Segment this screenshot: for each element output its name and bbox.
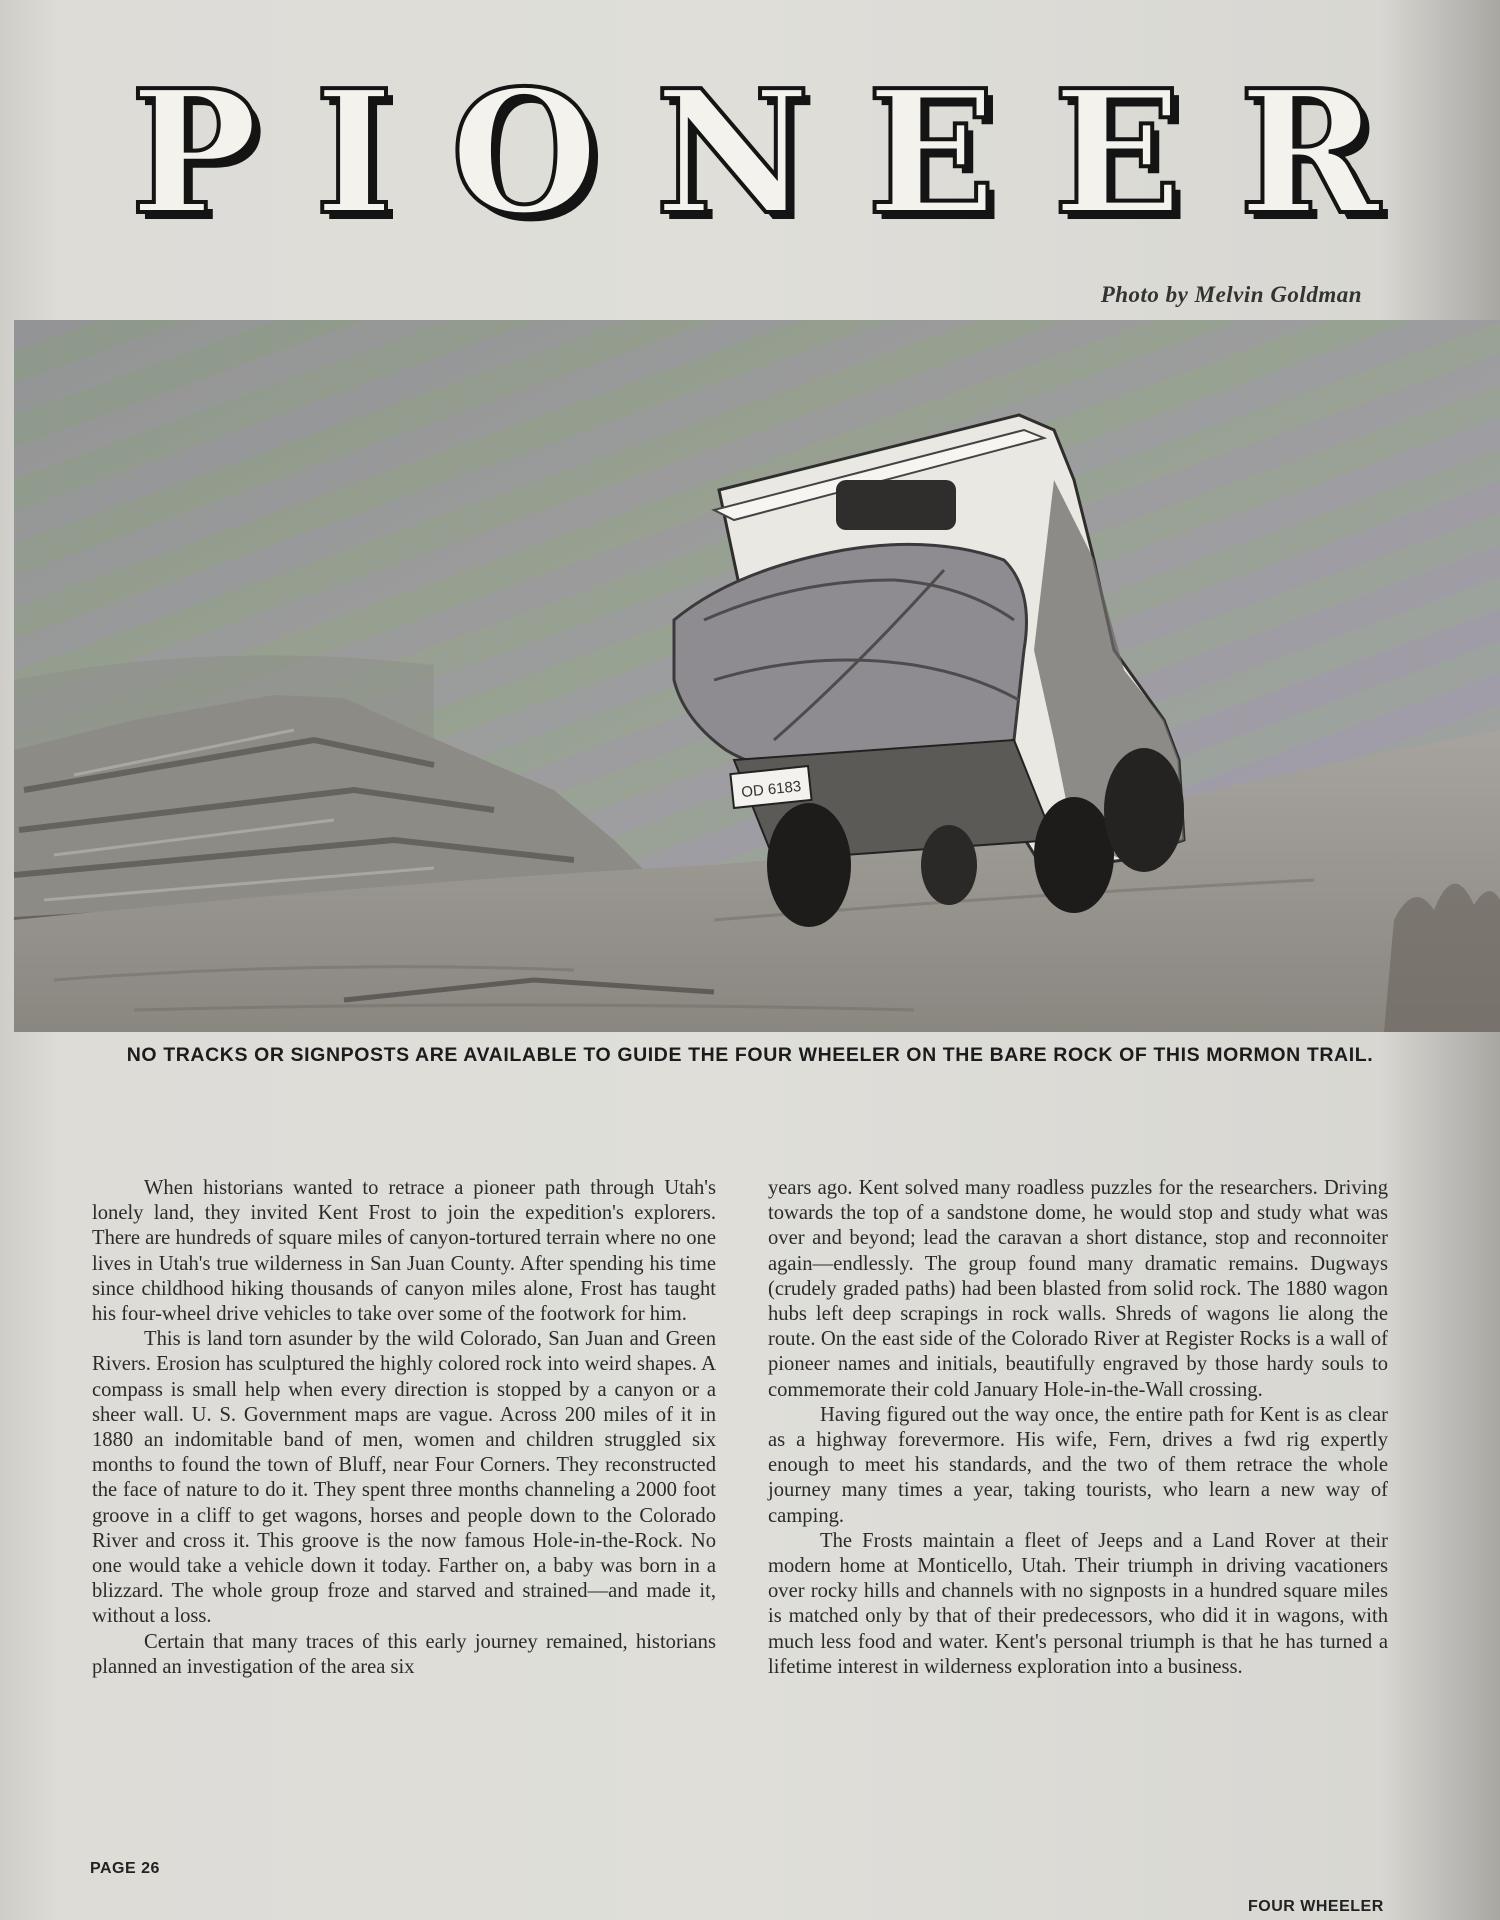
article-paragraph: Certain that many traces of this early journey remained, historians planned an investigation of the area six — [92, 1630, 716, 1678]
photo-caption: NO TRACKS OR SIGNPOSTS ARE AVAILABLE TO GUIDE THE FOUR WHEELER ON THE BARE ROCK OF THIS MORMON TRAIL. — [126, 1044, 1374, 1066]
article-paragraph: The Frosts maintain a fleet of Jeeps and a Land Rover at their modern home at Monticello, Utah. Their triumph in driving vacationers over rocky hills and channels with no signposts in a hundred square miles is matched only by that of their predecessors, who did it in wagons, with much less food and water. Kent's personal triumph is that he has turned a lifetime interest in wilderness exploration into a business. — [768, 1529, 1388, 1678]
article-paragraph: This is land torn asunder by the wild Colorado, San Juan and Green Rivers. Erosion has sculptured the highly colored rock into weird shapes. A compass is small help when every direction is stopped by a canyon or a sheer wall. U. S. Government maps are vague. Across 200 miles of it in 1880 an indomitable band of men, women and children struggled six months to found the town of Bluff, near Four Corners. They reconstructed the face of nature to do it. They spent three months channeling a 2000 foot groove in a cliff to get wagons, horses and people down to the Colorado River and cross it. This groove is the now famous Hole-in-the-Rock. No one would take a vehicle down it today. Farther on, a baby was born in a blizzard. The whole group froze and starved and strained—and made it, without a loss. — [92, 1328, 716, 1628]
photo-credit: Photo by Melvin Goldman — [1100, 282, 1362, 307]
title-letter: E — [1052, 52, 1183, 253]
jeep-photo-illustration — [14, 320, 1500, 1032]
article-paragraph: Having figured out the way once, the entire path for Kent is as clear as a highway forevermore. His wife, Fern, drives a fwd rig expertly enough to meet his standards, and the two of them retrace the whole journey many times a year, taking tourists, who learn a new way of camping. — [768, 1403, 1388, 1527]
magazine-name: FOUR WHEELER — [1248, 1898, 1384, 1915]
page-title — [130, 52, 1380, 253]
page-number: PAGE 26 — [90, 1860, 160, 1877]
title-letter: O — [450, 52, 599, 253]
article-paragraph: When historians wanted to retrace a pioneer path through Utah's lonely land, they invited Kent Frost to join the expedition's explorers. There are hundreds of square miles of canyon-tortured terrain where no one lives in Utah's true wilderness in San Juan County. After spending his time since childhood hiking thousands of canyon miles alone, Frost has taught his four-wheel drive vehicles to take over some of the footwork for him. — [92, 1177, 716, 1326]
title-letter: R — [1238, 52, 1380, 253]
title-letter: E — [866, 52, 997, 253]
title-letter: N — [654, 52, 811, 253]
jeep-photo — [14, 320, 1500, 1032]
article-column-left — [92, 1176, 716, 1680]
title-letter: I — [314, 52, 394, 253]
title-letter: P — [130, 52, 258, 253]
article-paragraph: years ago. Kent solved many roadless puzzles for the researchers. Driving towards the top of a sandstone dome, he would stop and study what was over and beyond; lead the caravan a short distance, stop and reconnoiter again—endlessly. The group found many dramatic remains. Dugways (crudely graded paths) had been blasted from solid rock. The 1880 wagon hubs left deep scrapings in rock walls. Shreds of wagons lie along the route. On the east side of the Colorado River at Register Rocks is a wall of pioneer names and initials, beautifully engraved by those hardy souls to commemorate their cold January Hole-in-the-Wall crossing. — [768, 1177, 1388, 1401]
license-plate: OD 6183 — [740, 777, 803, 802]
article-column-right — [768, 1176, 1388, 1680]
